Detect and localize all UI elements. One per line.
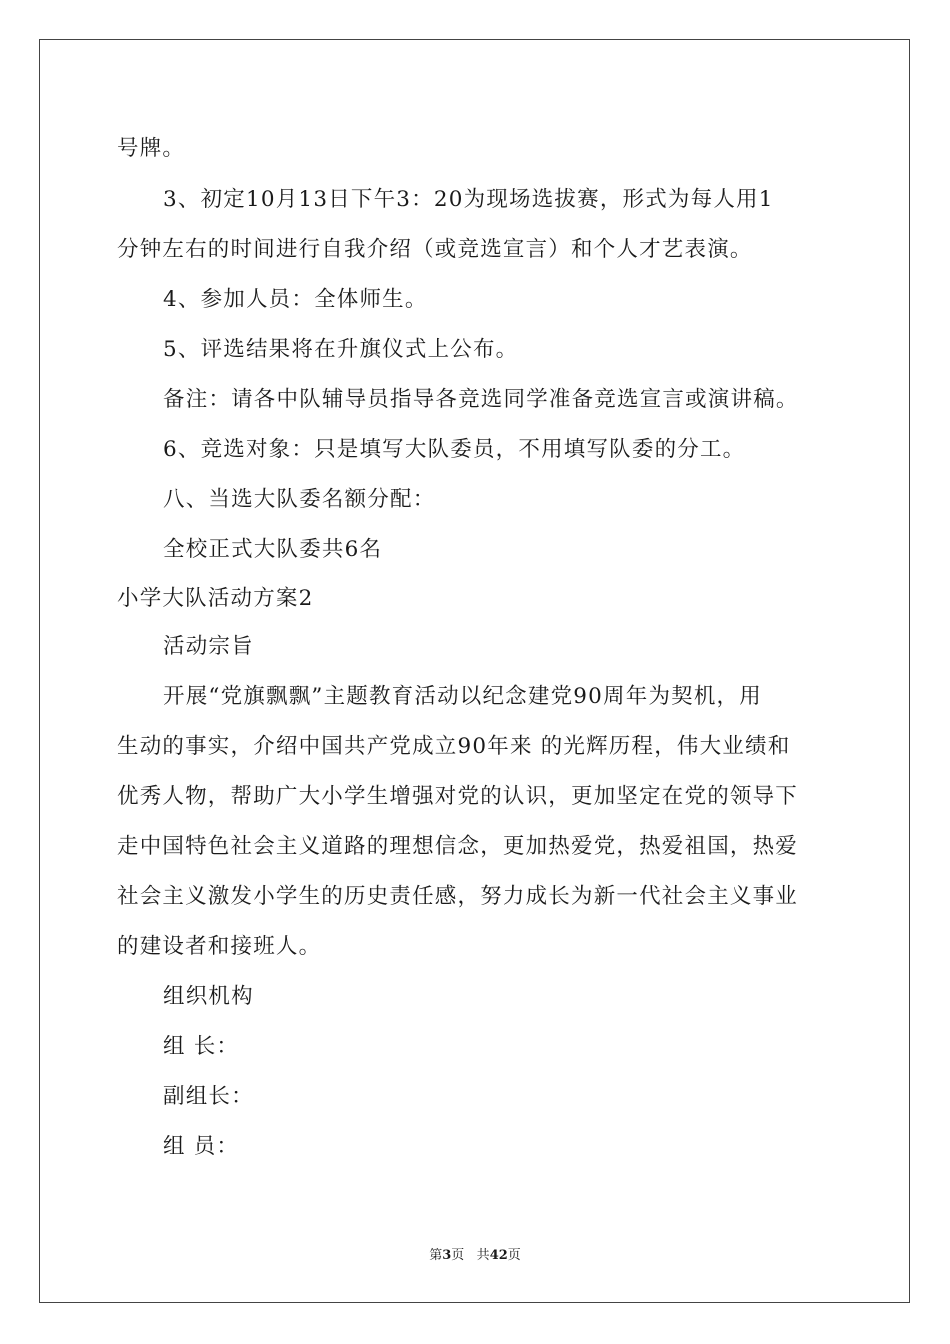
text-line: 八、当选大队委名额分配： [163,487,436,512]
footer-page-prefix: 第 [429,1248,443,1263]
text-line: 全校正式大队委共6名 [163,537,383,562]
footer-total-prefix: 共 [476,1248,490,1263]
subheading: 组织机构 [163,984,254,1009]
footer-page-suffix: 页 [451,1248,465,1263]
text-line: 优秀人物，帮助广大小学生增强对党的认识，更加坚定在党的领导下 [117,784,799,809]
text-line: 生动的事实，介绍中国共产党成立90年来 的光辉历程，伟大业绩和 [117,734,791,759]
text-line: 走中国特色社会主义道路的理想信念，更加热爱党，热爱祖国，热爱 [117,834,799,859]
text-line: 组 长： [163,1034,240,1059]
text-line: 备注：请各中队辅导员指导各竞选同学准备竞选宣言或演讲稿。 [163,387,799,412]
page-border [39,39,910,1303]
section-heading: 小学大队活动方案2 [117,586,314,611]
footer-page-number: 3 [442,1248,452,1263]
text-line: 6、竞选对象：只是填写大队委员，不用填写队委的分工。 [163,437,746,462]
text-line: 社会主义激发小学生的历史责任感，努力成长为新一代社会主义事业 [117,884,799,909]
page-footer [0,1247,950,1265]
text-line: 副组长： [163,1084,254,1109]
footer-total-suffix: 页 [507,1248,521,1263]
text-line: 组 员： [163,1134,240,1159]
text-line: 开展“党旗飘飘”主题教育活动以纪念建党90周年为契机，用 [163,684,762,709]
footer-total-pages: 42 [489,1248,508,1263]
text-line: 分钟左右的时间进行自我介绍（或竞选宣言）和个人才艺表演。 [117,237,753,262]
text-line: 的建设者和接班人。 [117,934,322,959]
subheading: 活动宗旨 [163,634,254,659]
text-line: 4、参加人员：全体师生。 [163,287,428,312]
text-line: 5、评选结果将在升旗仪式上公布。 [163,337,519,362]
text-line: 3、初定10月13日下午3：20为现场选拔赛，形式为每人用1 [163,187,774,212]
text-line: 号牌。 [117,136,186,161]
